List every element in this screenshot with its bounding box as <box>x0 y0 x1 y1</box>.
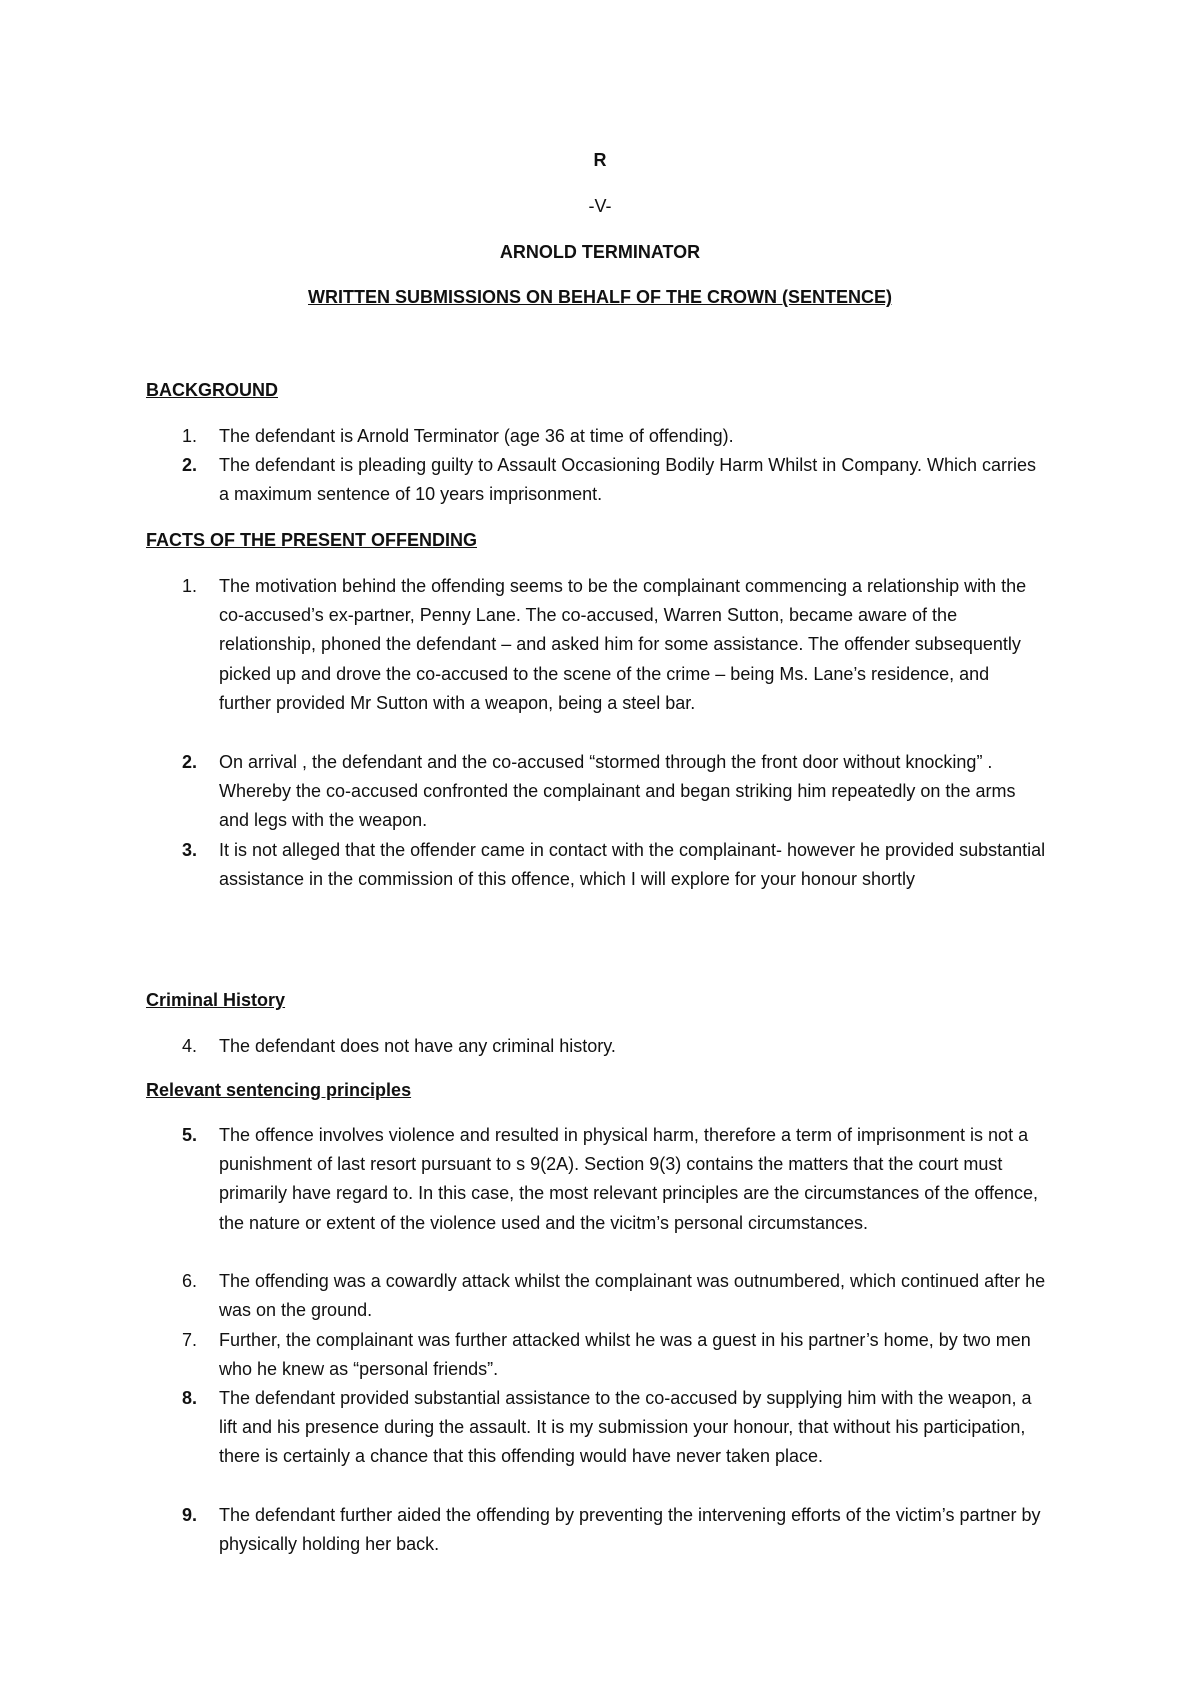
criminal-history-heading: Criminal History <box>146 990 286 1010</box>
item-text: On arrival , the defendant and the co-accused “stormed through the front door without knocking” . Whereby the co-accused confronted the complainant and began striking him repeatedly on the arms and legs with the weapon. <box>219 752 1016 831</box>
item-number: 6. <box>182 1271 198 1291</box>
item-number: 7. <box>182 1330 198 1350</box>
item-text: The defendant further aided the offending by preventing the intervening efforts of the victim’s partner by physically holding her back. <box>219 1505 1041 1555</box>
item-number: 2. <box>182 455 198 475</box>
facts-item-1 <box>146 572 1046 718</box>
item-text: The defendant provided substantial assistance to the co-accused by supplying him with the weapon, a lift and his presence during the assault. It is my submission your honour, that without his participation, there is certainly a chance that this offending would have never taken place. <box>219 1388 1032 1467</box>
facts-item-3 <box>146 836 1046 894</box>
principles-item-9 <box>146 1501 1046 1559</box>
principles-item-5 <box>146 1121 1046 1238</box>
item-number: 3. <box>182 840 198 860</box>
item-text: The offence involves violence and resulted in physical harm, therefore a term of imprisonment is not a punishment of last resort pursuant to s 9(2A). Section 9(3) contains the matters that the court must primarily have regard to. In this case, the most relevant principles are the circumstances of the offence, the nature or extent of the violence used and the vicitm’s personal circumstances. <box>219 1125 1039 1233</box>
versus: -V- <box>588 196 612 216</box>
principles-heading: Relevant sentencing principles <box>146 1080 412 1100</box>
item-number: 9. <box>182 1505 198 1525</box>
facts-item-2 <box>146 748 1046 836</box>
item-text: The defendant is pleading guilty to Assault Occasioning Bodily Harm Whilst in Company. Which carries a maximum sentence of 10 years imprisonment. <box>219 455 1037 505</box>
item-number: 8. <box>182 1388 198 1408</box>
item-number: 1. <box>182 576 198 596</box>
item-number: 4. <box>182 1036 198 1056</box>
item-number: 1. <box>182 426 198 446</box>
item-text: The defendant is Arnold Terminator (age 36 at time of offending). <box>219 426 734 446</box>
item-number: 5. <box>182 1125 198 1145</box>
background-heading: BACKGROUND <box>146 380 278 400</box>
item-text: It is not alleged that the offender came in contact with the complainant- however he provided substantial assistance in the commission of this offence, which I will explore for your honour shortly <box>219 840 1046 890</box>
party-one: R <box>593 150 607 170</box>
background-item-1 <box>146 422 1046 451</box>
principles-item-7 <box>146 1326 1046 1384</box>
principles-item-8 <box>146 1384 1046 1472</box>
item-text: The offending was a cowardly attack whilst the complainant was outnumbered, which continued after he was on the ground. <box>219 1271 1046 1321</box>
party-two: ARNOLD TERMINATOR <box>499 242 701 262</box>
item-text: The motivation behind the offending seems to be the complainant commencing a relationship with the co-accused’s ex-partner, Penny Lane. The co-accused, Warren Sutton, became aware of the relationship, phoned the defendant – and asked him for some assistance. The offender subsequently picked up and drove the co-accused to the scene of the crime – being Ms. Lane’s residence, and further provided Mr Sutton with a weapon, being a steel bar. <box>219 576 1027 713</box>
background-item-2 <box>146 451 1046 509</box>
item-text: The defendant does not have any criminal history. <box>219 1036 616 1056</box>
document-title: WRITTEN SUBMISSIONS ON BEHALF OF THE CROWN (SENTENCE) <box>308 287 892 307</box>
item-text: Further, the complainant was further attacked whilst he was a guest in his partner’s home, by two men who he knew as “personal friends”. <box>219 1330 1031 1380</box>
item-number: 2. <box>182 752 198 772</box>
criminal-history-item-4 <box>146 1032 1046 1061</box>
principles-item-6 <box>146 1267 1046 1325</box>
facts-heading: FACTS OF THE PRESENT OFFENDING <box>146 530 478 550</box>
